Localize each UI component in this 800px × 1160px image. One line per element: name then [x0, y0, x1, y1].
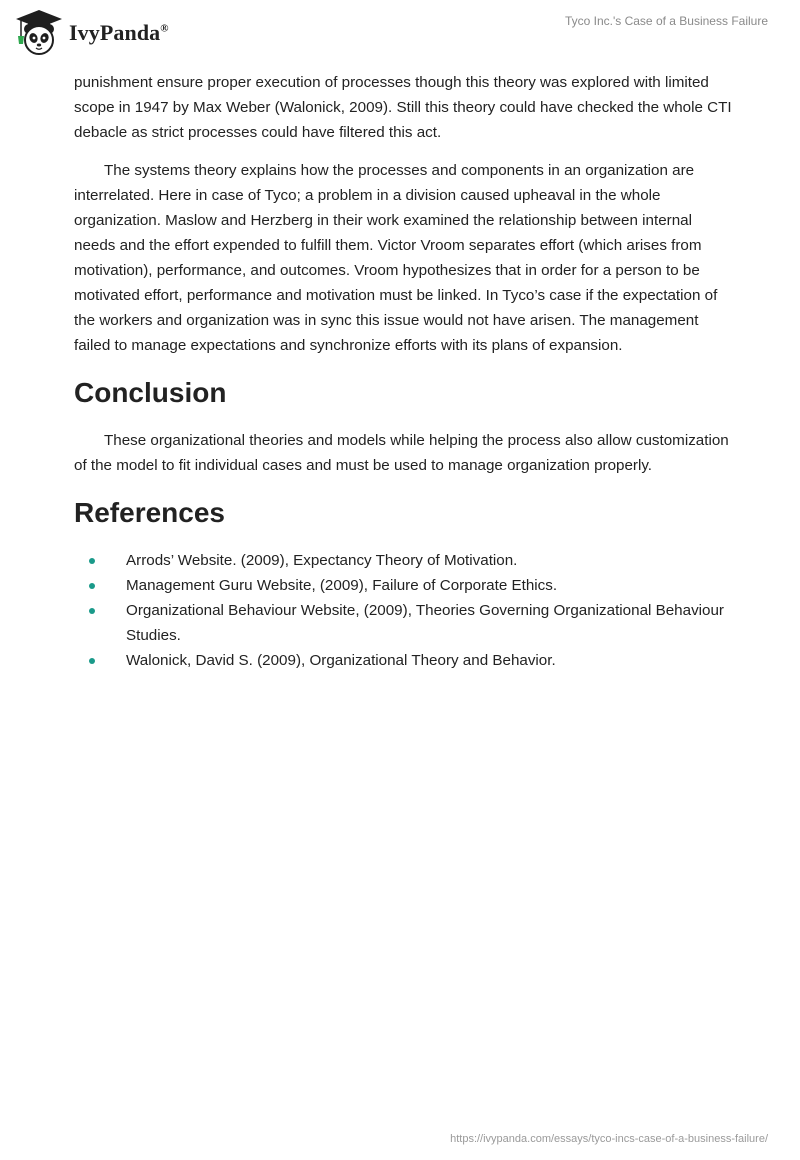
brand-name: IvyPanda® [69, 20, 169, 45]
reference-item: Arrods’ Website. (2009), Expectancy Theory of Motivation. [74, 548, 734, 573]
body-paragraph-systems-theory: The systems theory explains how the processes and components in an organization are interrelated. Here in case of Tyco; a problem in a division caused upheaval in the whole organization. Maslow and Herzberg in their work examined the relationship between internal needs and the effort expended to fulfill them. Victor Vroom separates effort (which arises from motivation), performance, and outcomes. Vroom hypothesizes that in order for a person to be motivated effort, performance and motivation must be linked. In Tyco’s case if the expectation of the workers and organization was in sync this issue would not have arisen. The management failed to manage expectations and synchronize efforts with its plans of expansion. [74, 162, 718, 354]
page-header [0, 0, 800, 64]
references-heading: References [74, 497, 225, 528]
bullet-icon [89, 658, 95, 664]
conclusion-heading: Conclusion [74, 377, 227, 408]
essay-content [74, 70, 734, 673]
bullet-icon [89, 583, 95, 589]
references-list [74, 548, 734, 673]
bullet-icon [89, 608, 95, 614]
panda-graduate-icon [14, 8, 64, 58]
reference-item: Walonick, David S. (2009), Organizational Theory and Behavior. [74, 648, 734, 673]
document-title: Tyco Inc.'s Case of a Business Failure [564, 14, 768, 28]
reference-item: Management Guru Website, (2009), Failure of Corporate Ethics. [74, 573, 734, 598]
bullet-icon [89, 558, 95, 564]
body-paragraph-continued: punishment ensure proper execution of processes though this theory was explored with limited scope in 1947 by Max Weber (Walonick, 2009). Still this theory could have checked the whole CTI debacle as strict processes could have filtered this act. [74, 74, 732, 141]
ivypanda-logo[interactable] [14, 8, 169, 58]
reference-item: Organizational Behaviour Website, (2009), Theories Governing Organizational Behaviour Studies. [74, 598, 734, 648]
footer-url-link[interactable]: https://ivypanda.com/essays/tyco-incs-case-of-a-business-failure/ [450, 1133, 768, 1145]
conclusion-paragraph: These organizational theories and models while helping the process also allow customization of the model to fit individual cases and must be used to manage organization properly. [74, 432, 729, 474]
